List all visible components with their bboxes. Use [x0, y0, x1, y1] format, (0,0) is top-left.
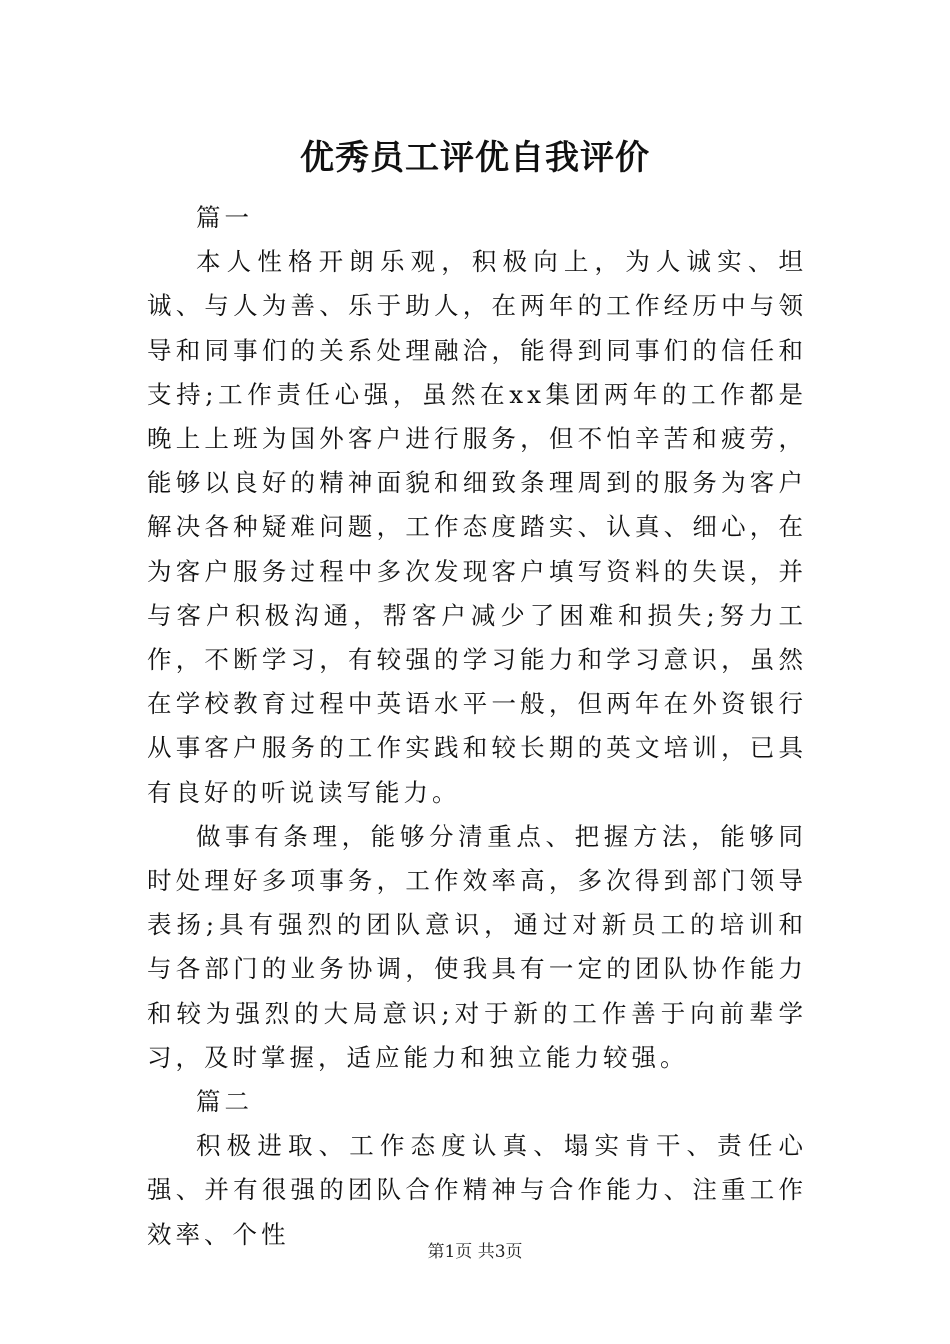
- page-footer: 第1页 共3页: [427, 1242, 523, 1262]
- section-label-1: 篇一: [196, 203, 253, 232]
- section-label-2: 篇二: [196, 1087, 253, 1117]
- paragraph-2: 做事有条理，能够分清重点、把握方法，能够同时处理好多项事务，工作效率高，多次得到部门领导表扬;具有强烈的团队意识，通过对新员工的培训和与各部门的业务协调，使我具有一定的团队协作能力和较为强烈的大局意识;对于新的工作善于向前辈学习，及时掌握，适应能力和独立能力较强。: [147, 821, 807, 1072]
- document-title: 优秀员工评优自我评价: [300, 138, 650, 178]
- paragraph-1: 本人性格开朗乐观，积极向上，为人诚实、坦诚、与人为善、乐于助人，在两年的工作经历中与领导和同事们的关系处理融洽，能得到同事们的信任和支持;工作责任心强，虽然在xx集团两年的工作都是晚上上班为国外客户进行服务，但不怕辛苦和疲劳，能够以良好的精神面貌和细致条理周到的服务为客户解决各种疑难问题，工作态度踏实、认真、细心，在为客户服务过程中多次发现客户填写资料的失误，并与客户积极沟通，帮客户减少了困难和损失;努力工作，不断学习，有较强的学习能力和学习意识，虽然在学校教育过程中英语水平一般，但两年在外资银行从事客户服务的工作实践和较长期的英文培训，已具有良好的听说读写能力。: [147, 247, 807, 807]
- document-body: [147, 196, 807, 1257]
- paragraph-3: 积极进取、工作态度认真、塌实肯干、责任心强、并有很强的团队合作精神与合作能力、注重工作效率、个性: [147, 1131, 807, 1249]
